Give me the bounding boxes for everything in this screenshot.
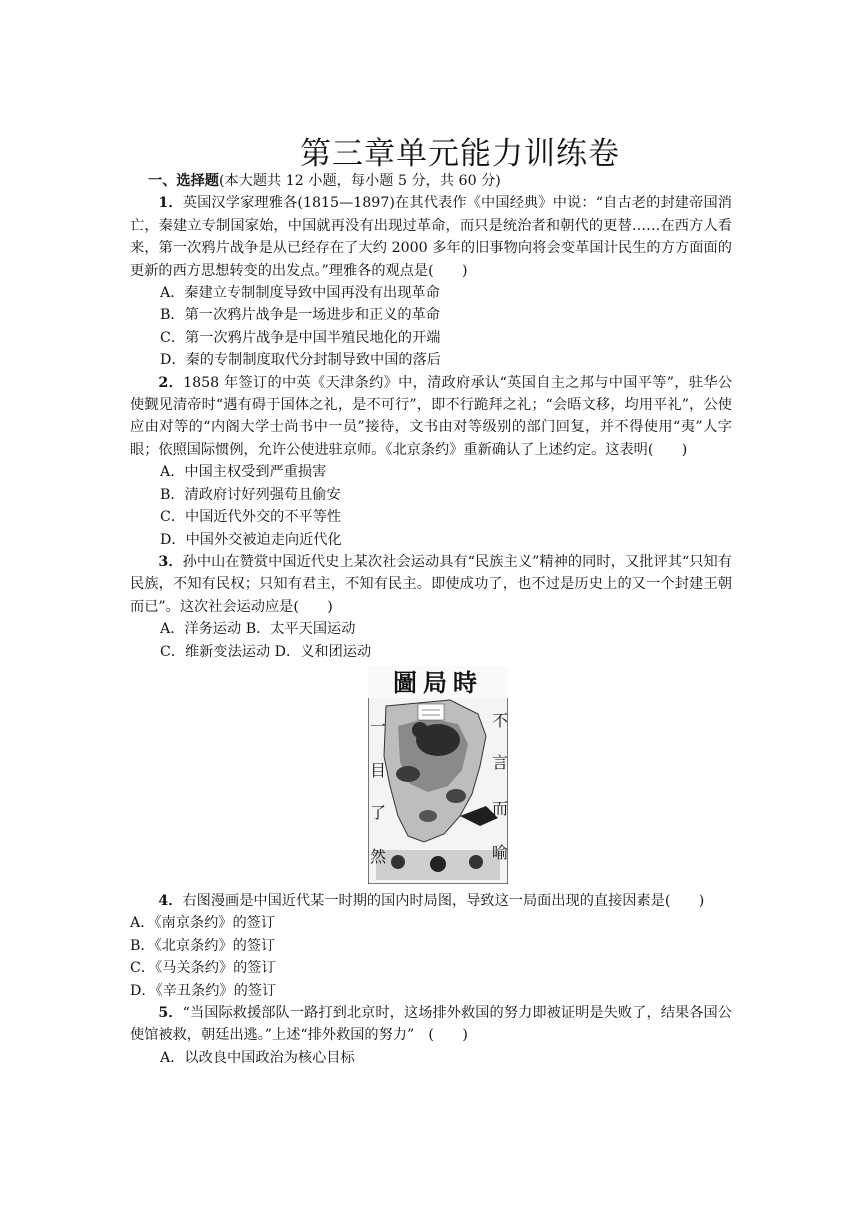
- question-2: [130, 372, 732, 551]
- option-c[interactable]: C．中国近代外交的不平等性: [160, 509, 342, 526]
- shiju-tu-cartoon: [368, 666, 508, 884]
- cartoon-right-caption: [490, 710, 512, 910]
- question-stem: [130, 192, 732, 282]
- question-stem: [130, 1002, 732, 1047]
- option-b[interactable]: B．第一次鸦片战争是一场进步和正义的革命: [160, 307, 440, 324]
- question-1: [130, 192, 732, 371]
- option-c[interactable]: C．第一次鸦片战争是中国半殖民地化的开端: [160, 329, 441, 346]
- cartoon-right-text: [492, 711, 512, 862]
- question-stem: [130, 372, 732, 462]
- question-stem: [130, 890, 732, 912]
- option-cd[interactable]: C．维新变法运动 D．义和团运动: [160, 643, 372, 660]
- caption-char: 一: [370, 716, 387, 736]
- option-d[interactable]: D．秦的专制制度取代分封制导致中国的落后: [160, 352, 441, 369]
- question-number: 3．: [158, 553, 183, 570]
- option-a[interactable]: A．秦建立专制制度导致中国再没有出现革命: [160, 285, 440, 302]
- question-number: 5．: [158, 1004, 183, 1021]
- caption-char: 喻: [492, 842, 509, 862]
- cartoon-figure: [130, 666, 732, 886]
- option-a[interactable]: A．中国主权受到严重损害: [160, 464, 327, 481]
- page-title: 第三章单元能力训练卷: [300, 136, 620, 172]
- section-note: (本大题共 12 小题，每小题 5 分，共 60 分): [218, 173, 501, 189]
- question-4: [130, 890, 732, 1002]
- caption-char: 然: [370, 846, 387, 866]
- question-3: [130, 551, 732, 663]
- question-text: “当国际救援部队一路打到北京时，这场排外救国的努力即被证明是失败了，结果各国公使馆被救，朝廷出逃。”上述“排外救国的努力” ( ): [130, 1004, 732, 1044]
- option-b[interactable]: B．清政府讨好列强苟且偷安: [160, 486, 341, 503]
- section-heading-text: 一、选择题: [148, 173, 219, 189]
- option-ab[interactable]: A．洋务运动 B．太平天国运动: [160, 621, 356, 638]
- cartoon-left-text: [370, 717, 388, 866]
- cartoon-title: 圖局時: [393, 667, 483, 697]
- caption-char: 了: [370, 802, 387, 822]
- question-5: [130, 1002, 732, 1069]
- option-a[interactable]: A．《南京条约》的签订: [130, 915, 276, 932]
- question-text: 英国汉学家理雅各(1815—1897)在其代表作《中国经典》中说：“自古老的封建帝国消亡，秦建立专制国家始，中国就再没有出现过革命，而只是统治者和朝代的更替……在西方人看来，第一次鸦片战争是从已经存在了大约 2000 多年的旧事物向将会变革国计民生的方方面面的更新的西方思想转变的出发点。”理雅各的观点是( ): [130, 195, 732, 279]
- option-d[interactable]: D．中国外交被迫走向近代化: [160, 531, 342, 548]
- question-text: 孙中山在赞赏中国近代史上某次社会运动具有“民族主义”精神的同时，又批评其“只知有民族，不知有民权；只知有君主，不知有民主。即使成功了，也不过是历史上的又一个封建王朝而已”。这次社会运动应是( ): [130, 553, 732, 615]
- option-b[interactable]: B．《北京条约》的签订: [130, 937, 276, 954]
- option-a[interactable]: A．以改良中国政治为核心目标: [160, 1049, 355, 1066]
- option-c[interactable]: C．《马关条约》的签订: [130, 960, 276, 977]
- option-d[interactable]: D．《辛丑条约》的签订: [130, 982, 277, 999]
- question-text: 右图漫画是中国近代某一时期的国内时局图，导致这一局面出现的直接因素是( ): [182, 892, 705, 909]
- section-heading: [148, 170, 732, 192]
- caption-char: 而: [492, 798, 509, 818]
- caption-char: 不: [492, 710, 509, 730]
- question-stem: [130, 551, 732, 618]
- caption-char: 目: [370, 760, 387, 780]
- question-number: 1．: [158, 195, 183, 212]
- cartoon-left-caption: [368, 714, 388, 914]
- exam-content: [130, 170, 732, 1069]
- question-text: 1858 年签订的中英《天津条约》中，清政府承认“英国自主之邦与中国平等”，驻华公使觐见清帝时“遇有碍于国体之礼，是不可行”，即不行跪拜之礼；“会晤文移，均用平礼”，公使应由对等的“内阁大学士尚书中一员”接待，文书由对等级别的部门回复，并不得使用“夷”人字眼；依照国际惯例，允许公使进驻京师。《北京条约》重新确认了上述约定。这表明( ): [130, 374, 733, 458]
- question-number: 2．: [158, 374, 184, 391]
- question-number: 4．: [158, 892, 183, 909]
- caption-char: 言: [492, 752, 509, 772]
